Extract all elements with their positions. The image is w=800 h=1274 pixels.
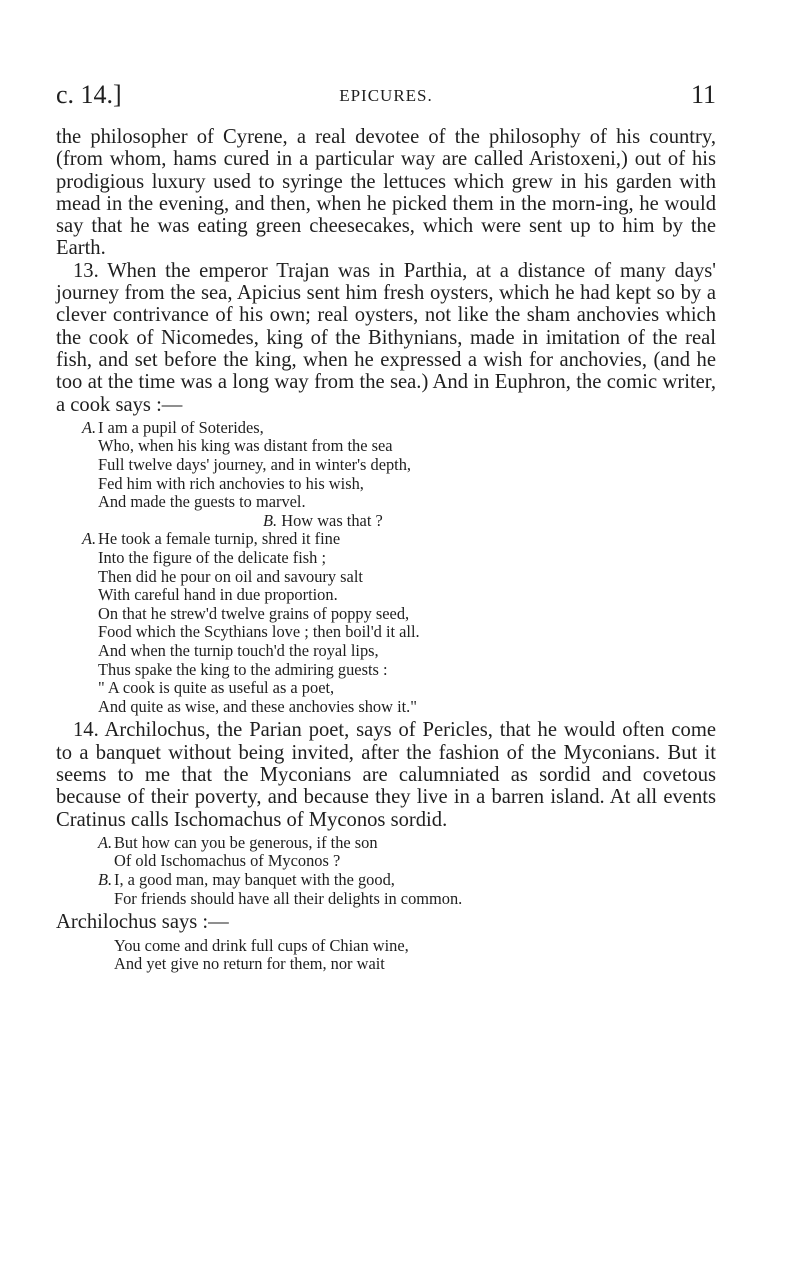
verse-line: Full twelve days' journey, and in winter's depth,: [98, 455, 412, 475]
verse-line: A. I am a pupil of Soterides,: [82, 417, 264, 437]
paragraph-13: 13. When the emperor Trajan was in Parthia, at a distance of many days' journey from the sea, Apicius sent him fresh oysters, which he had kept so by a clever contrivance of his own; real oysters, not like the sham anchovies which the cook of Nicomedes, king of the Bithynians, made in imitation of the real fish, and set before the king, when he expressed a wish for anchovies, (and he too at the time was a long way from the sea.) And in Euphron, the comic writer, a cook says :—: [56, 259, 716, 416]
verse-line: Fed him with rich anchovies to his wish,: [98, 473, 364, 493]
verse-line: Into the figure of the delicate fish ;: [98, 548, 327, 568]
verse-line: " A cook is quite as useful as a poet,: [98, 678, 335, 698]
verse-line: You come and drink full cups of Chian wine,: [114, 935, 409, 955]
body-text: [56, 126, 716, 977]
verse-line: Of old Ischomachus of Myconos ?: [114, 851, 341, 871]
verse-line: Thus spake the king to the admiring guests :: [98, 659, 388, 679]
verse-line: A. He took a female turnip, shred it fine: [82, 529, 341, 549]
verse-line: B. I, a good man, may banquet with the good,: [98, 870, 395, 890]
verse-line: And yet give no return for them, nor wait: [114, 954, 385, 974]
verse-line: A. But how can you be generous, if the son: [98, 832, 378, 852]
page-number: 11: [690, 80, 716, 109]
verse-line: Then did he pour on oil and savoury salt: [98, 566, 363, 586]
verse-line: Food which the Scythians love ; then boil'd it all.: [98, 622, 420, 642]
paragraph-12-end: the philosopher of Cyrene, a real devotee of the philosophy of his country, (from whom, hams cured in a particular way are called Aristoxeni,) out of his prodigious luxury used to syringe the lettuces which grew in his garden with mead in the evening, and then, when he picked them in the morn-ing, he would say that he was eating green cheesecakes, which were sent up to him by the Earth.: [56, 126, 716, 260]
paragraph-14: 14. Archilochus, the Parian poet, says of Pericles, that he would often come to a banquet without being invited, after the fashion of the Myconians. But it seems to me that the Myconians are calumniated as sordid and covetous because of their poverty, and because they live in a barren island. At all events Cratinus calls Ischomachus of Myconos sordid.: [56, 719, 716, 831]
verse-euphron: [56, 419, 716, 717]
verse-cratinus: [56, 834, 716, 908]
running-title: EPICURES.: [339, 86, 433, 105]
verse-line: B. How was that ?: [263, 510, 383, 530]
verse-line: And quite as wise, and these anchovies show it.": [98, 696, 417, 716]
verse-line: With careful hand in due proportion.: [98, 585, 338, 605]
verse-archilochus: [56, 937, 716, 974]
paragraph-archilochus-intro: Archilochus says :—: [56, 911, 229, 934]
verse-line: On that he strew'd twelve grains of poppy seed,: [98, 603, 410, 623]
chapter-marker: c. 14.]: [56, 80, 122, 109]
verse-line: For friends should have all their delights in common.: [114, 888, 463, 908]
running-header: [56, 80, 716, 116]
verse-line: And made the guests to marvel.: [98, 492, 306, 512]
verse-line: Who, when his king was distant from the sea: [98, 436, 393, 456]
verse-line: And when the turnip touch'd the royal lips,: [98, 640, 379, 660]
